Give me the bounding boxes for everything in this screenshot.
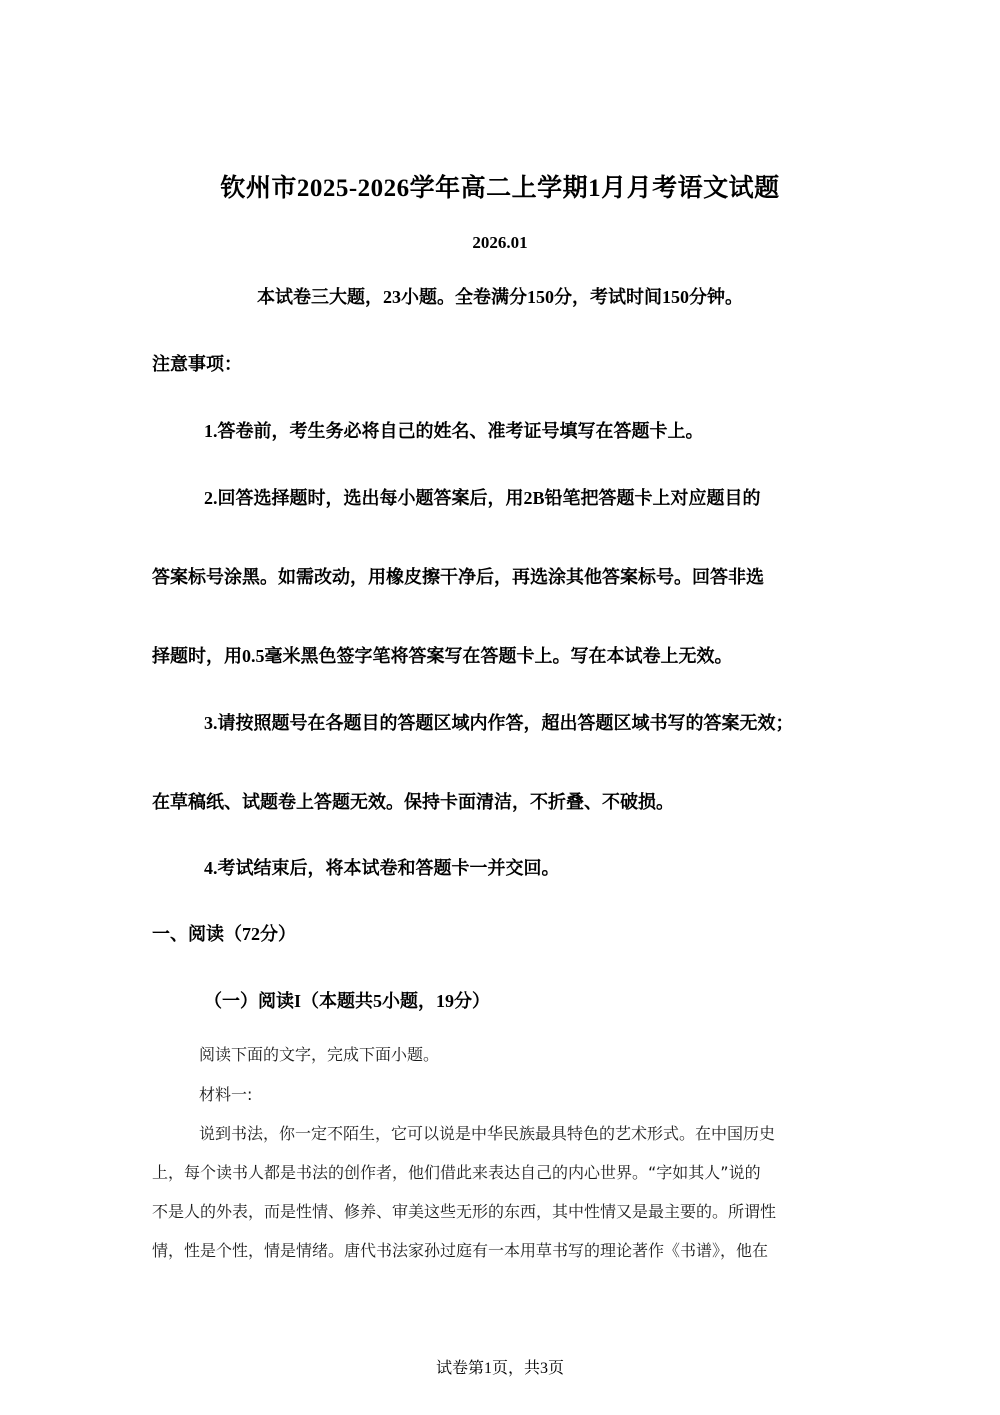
notice-line-6: 在草稿纸、试题卷上答题无效。保持卡面清洁，不折叠、不破损。 xyxy=(152,792,674,812)
passage-line-3: 不是人的外表，而是性情、修养、审美这些无形的东西，其中性情又是最主要的。所谓性 xyxy=(152,1202,777,1221)
notice-line-3: 答案标号涂黑。如需改动，用橡皮擦干净后，再选涂其他答案标号。回答非选 xyxy=(152,567,764,587)
exam-title: 钦州市2025-2026学年高二上学期1月月考语文试题 xyxy=(220,175,780,202)
notice-line-4: 择题时，用0.5毫米黑色签字笔将答案写在答题卡上。写在本试卷上无效。 xyxy=(152,646,733,666)
passage-line-1: 说到书法，你一定不陌生，它可以说是中华民族最具特色的艺术形式。在中国历史 xyxy=(199,1124,776,1143)
notice-line-1: 1.答卷前，考生务必将自己的姓名、准考证号填写在答题卡上。 xyxy=(204,421,704,441)
exam-intro: 本试卷三大题，23小题。全卷满分150分，考试时间150分钟。 xyxy=(257,287,743,307)
notice-line-2: 2.回答选择题时，选出每小题答案后，用2B铅笔把答题卡上对应题目的 xyxy=(204,488,761,508)
passage-line-2: 上，每个读书人都是书法的创作者，他们借此来表达自己的内心世界。“字如其人”说的 xyxy=(152,1163,761,1182)
page-footer: 试卷第1页，共3页 xyxy=(435,1360,564,1377)
notice-heading: 注意事项： xyxy=(152,354,242,374)
material-label: 材料一: xyxy=(199,1085,253,1104)
passage-line-4: 情，性是个性，情是情绪。唐代书法家孙过庭有一本用草书写的理论著作《书谱》，他在 xyxy=(152,1241,769,1260)
notice-line-5: 3.请按照题号在各题目的答题区域内作答，超出答题区域书写的答案无效； xyxy=(204,713,794,733)
section-subheading: （一）阅读I（本题共5小题，19分） xyxy=(204,991,491,1011)
exam-date: 2026.01 xyxy=(472,233,528,252)
section-heading: 一、阅读（72分） xyxy=(152,924,296,944)
notice-line-7: 4.考试结束后，将本试卷和答题卡一并交回。 xyxy=(204,858,560,878)
reading-instruction: 阅读下面的文字，完成下面小题。 xyxy=(199,1045,440,1064)
